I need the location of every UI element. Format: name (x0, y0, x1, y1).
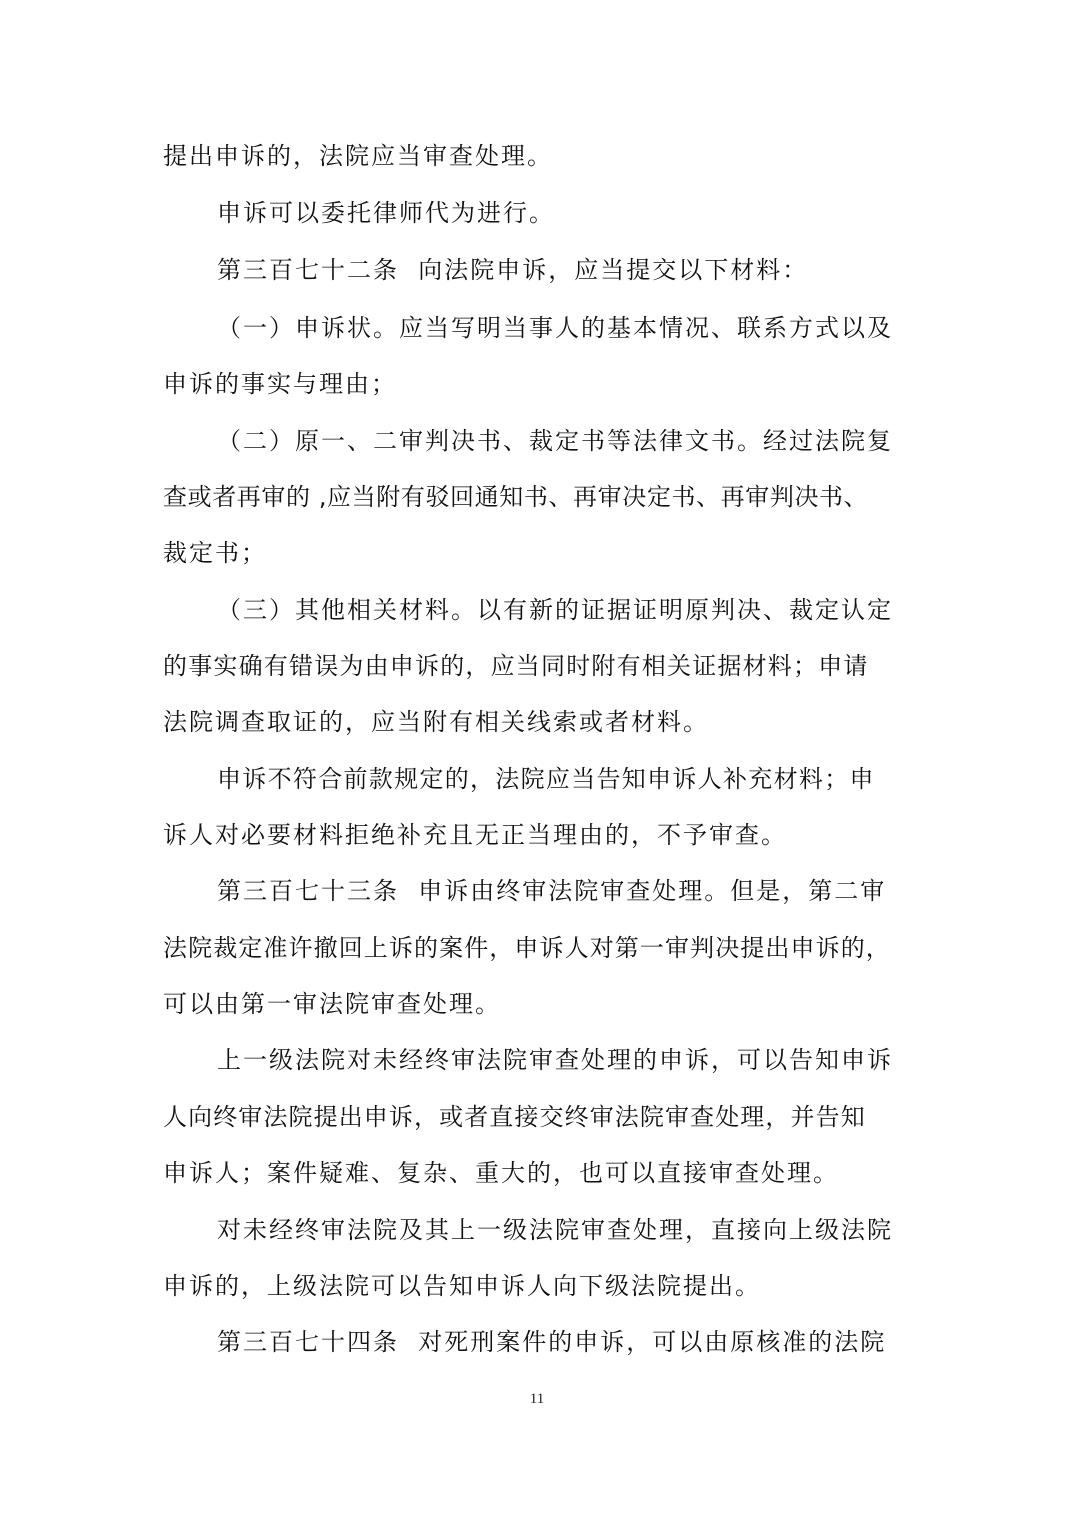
page-number: 11 (529, 1391, 545, 1407)
text-line: （一）申诉状。应当写明当事人的基本情况、联系方式以及 (217, 314, 893, 342)
text-line: 申诉的事实与理由； (163, 370, 397, 398)
text-line: 申诉的，上级法院可以告知申诉人向下级法院提出。 (163, 1272, 761, 1300)
text-line: （三）其他相关材料。以有新的证据证明原判决、裁定认定 (217, 596, 893, 624)
text-line: 申诉人；案件疑难、复杂、重大的，也可以直接审查处理。 (163, 1159, 839, 1187)
text-line: 人向终审法院提出申诉，或者直接交终审法院审查处理，并告知 (163, 1103, 866, 1131)
text-line: 诉人对必要材料拒绝补充且无正当理由的，不予审查。 (163, 821, 787, 849)
text-line: （二）原一、二审判决书、裁定书等法律文书。经过法院复 (217, 427, 893, 455)
text-line: 申诉可以委托律师代为进行。 (217, 199, 555, 227)
text-line: 的事实确有错误为由申诉的，应当同时附有相关证据材料；申请 (163, 652, 869, 680)
text-line: 裁定书； (163, 539, 267, 567)
text-line: 查或者再审的 ,应当附有驳回通知书、再审决定书、再审判决书、 (163, 483, 869, 511)
article-heading-373: 第三百七十三条 申诉由终审法院审查处理。但是，第二审 (217, 877, 887, 905)
text-line: 提出申诉的，法院应当审查处理。 (163, 142, 553, 170)
text-line: 对未经终审法院及其上一级法院审查处理，直接向上级法院 (217, 1216, 893, 1244)
article-heading-372: 第三百七十二条 向法院申诉，应当提交以下材料： (217, 256, 809, 284)
text-line: 可以由第一审法院审查处理。 (163, 990, 501, 1018)
text-line: 法院调查取证的，应当附有相关线索或者材料。 (163, 708, 709, 736)
text-line: 法院裁定准许撤回上诉的案件，申诉人对第一审判决提出申诉的， (163, 934, 891, 962)
text-line: 上一级法院对未经终审法院审查处理的申诉，可以告知申诉 (217, 1046, 893, 1074)
text-line: 申诉不符合前款规定的，法院应当告知申诉人补充材料；申 (217, 765, 875, 793)
article-heading-374: 第三百七十四条 对死刑案件的申诉，可以由原核准的法院 (217, 1328, 887, 1356)
